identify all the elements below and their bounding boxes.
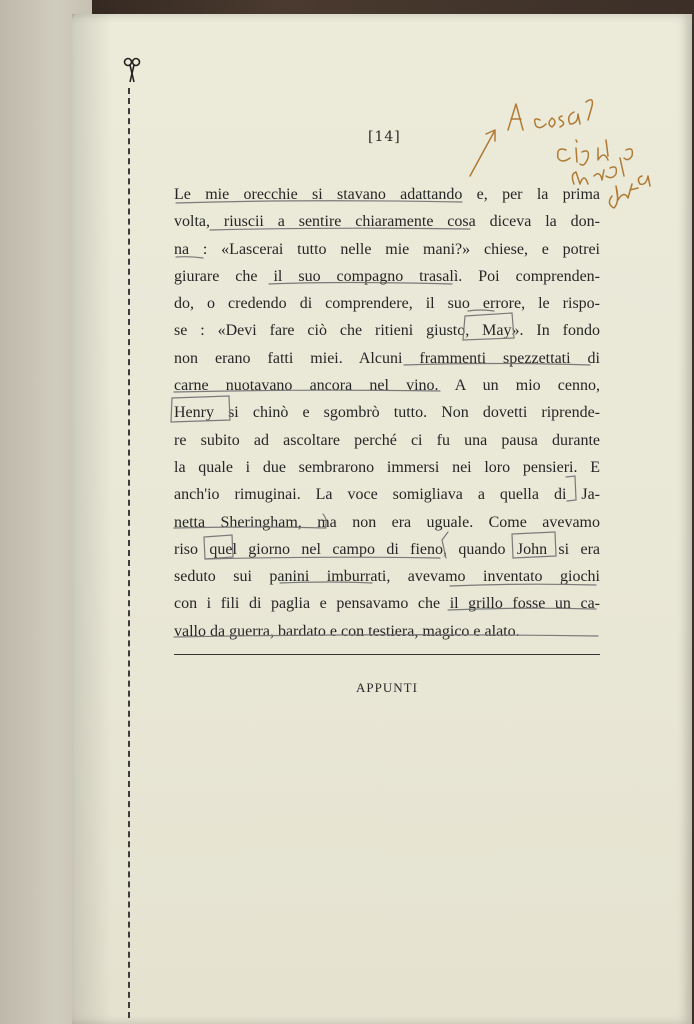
scissors-icon [120,56,144,86]
text-line: netta Sheringham, ma non era uguale. Come avevamo [174,513,600,531]
text-line: re subito ad ascoltare perché ci fu una pausa durante [174,431,600,449]
text-line: do, o credendo di comprendere, il suo errore, le rispo- [174,295,600,313]
text-line: non erano fatti miei. Alcuni frammenti spezzettati di [174,349,600,367]
text-line: seduto sui panini imburrati, avevamo inventato giochi [174,568,600,586]
text-line: riso quel giorno nel campo di fieno, quando John si era [174,540,600,558]
text-line: volta, riuscii a sentire chiaramente cosa diceva la don- [174,213,600,231]
text-line: se : «Devi fare ciò che ritieni giusto, May». In fondo [174,322,600,340]
text-line: giurare che il suo compagno trasalì. Poi comprenden- [174,267,600,285]
text-line: la quale i due sembrarono immersi nei loro pensieri. E [174,458,600,476]
text-line: Le mie orecchie si stavano adattando e, per la prima [174,186,600,203]
text-line: con i fili di paglia e pensavamo che il grillo fosse un ca- [174,595,600,613]
cut-line [128,88,130,1018]
text-line: Henry si chinò e sgombrò tutto. Non dovetti riprende- [174,404,600,422]
section-rule [174,654,600,655]
section-heading: APPUNTI [356,680,418,695]
text-line: carne nuotavano ancora nel vino. A un mio cenno, [174,377,600,395]
text-line: anch'io rimuginai. La voce somigliava a quella di Ja- [174,486,600,504]
text-line: na : «Lascerai tutto nelle mie mani?» chiese, e potrei [174,240,600,258]
body-text [174,181,600,645]
page-number: [14] [368,129,401,145]
text-line: vallo da guerra, bardato e con testiera, magico e alato. [174,622,520,640]
